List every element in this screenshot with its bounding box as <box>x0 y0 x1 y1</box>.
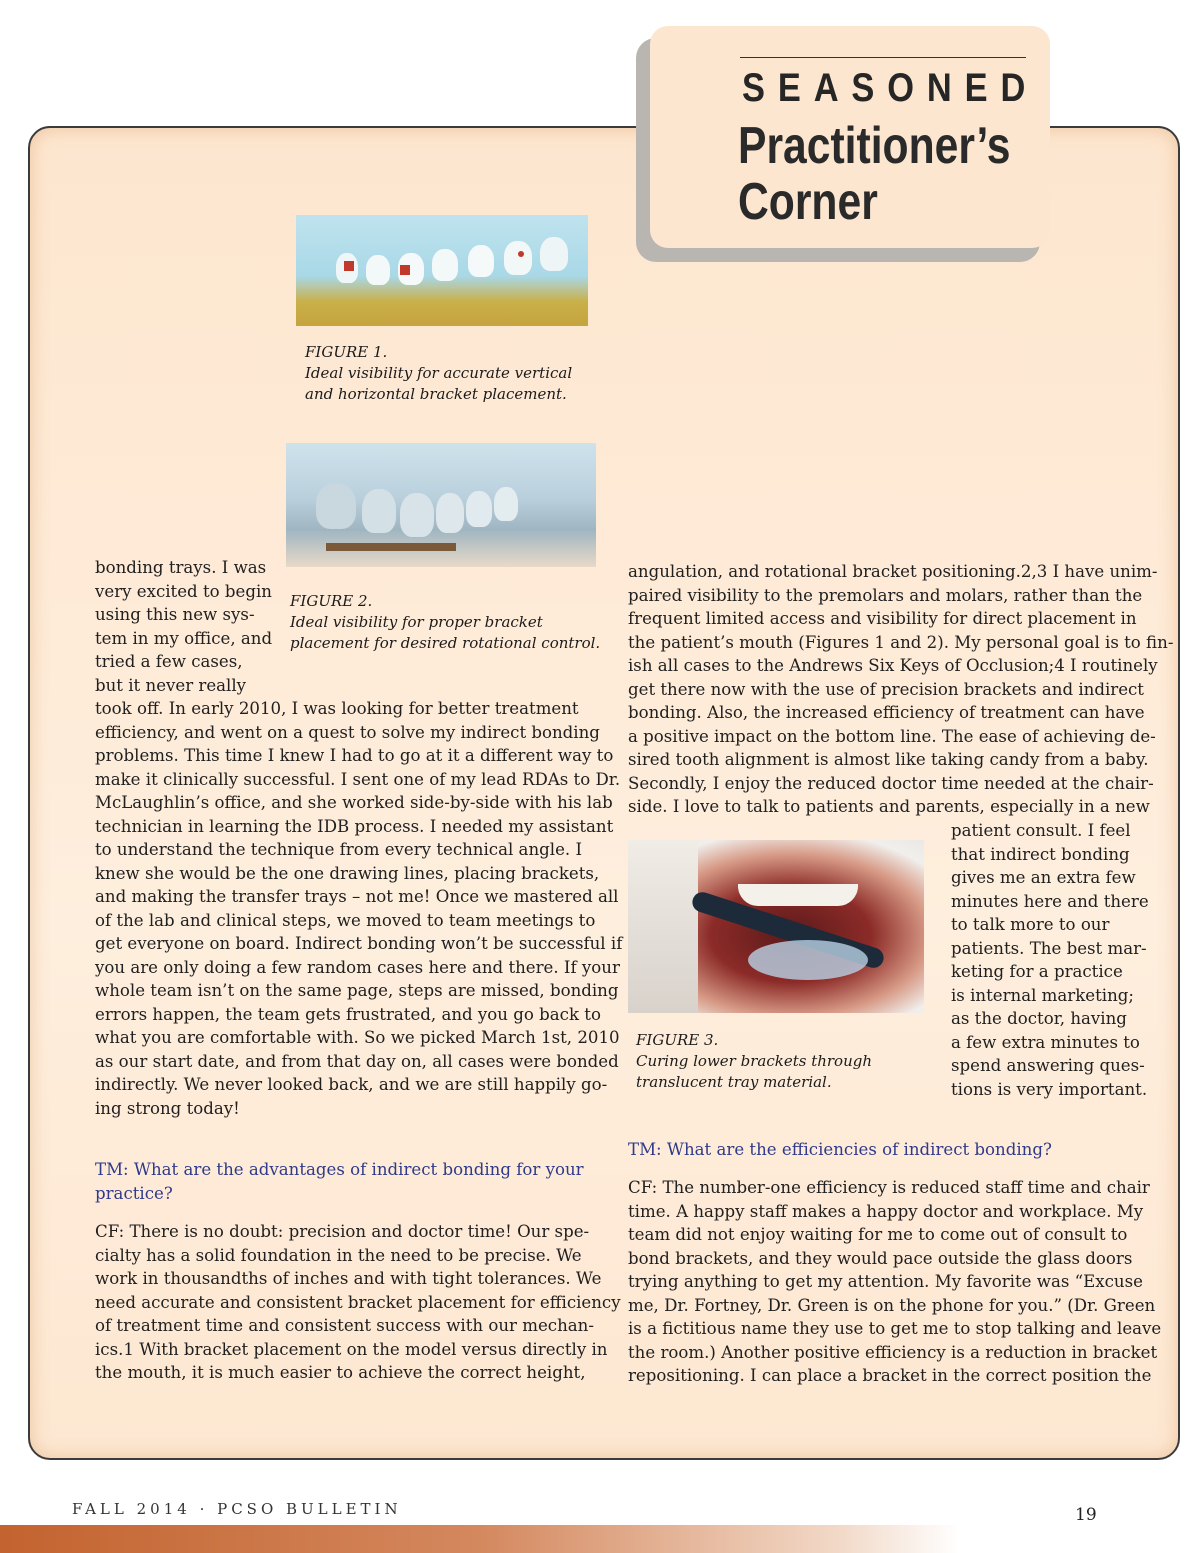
text-line: indirectly. We never looked back, and we are still happily go- <box>95 1075 608 1094</box>
text-line: a positive impact on the bottom line. The ease of achieving de- <box>628 726 1156 746</box>
text-line: efficiency, and went on a quest to solve my indirect bonding <box>95 722 600 742</box>
text-line: cialty has a solid foundation in the need to be precise. We <box>95 1245 582 1265</box>
text-line: ics.1 With bracket placement on the model versus directly in <box>95 1339 608 1359</box>
text-line: time. A happy staff makes a happy doctor and workplace. My <box>628 1201 1144 1221</box>
text-line: get there now with the use of precision brackets and indirect <box>628 679 1144 699</box>
text-line: tem in my office, and <box>95 628 273 648</box>
figure-1-label: FIGURE 1. <box>305 343 388 361</box>
section-title <box>738 118 1011 230</box>
text-line: spend answering ques- <box>951 1056 1145 1075</box>
text-line: side. I love to talk to patients and parents, especially in a new <box>628 797 1150 816</box>
text-line: took off. In early 2010, I was looking for better treatment <box>95 699 579 718</box>
text-line: Secondly, I enjoy the reduced doctor time needed at the chair- <box>628 773 1154 793</box>
text-line: McLaughlin’s office, and she worked side-by-side with his lab <box>95 793 613 812</box>
text-line: what you are comfortable with. So we picked March 1st, 2010 <box>95 1028 620 1047</box>
text-line: the room.) Another positive efficiency is a reduction in bracket <box>628 1342 1158 1362</box>
figure-2-caption-line: placement for desired rotational control. <box>290 634 601 652</box>
text-line: you are only doing a few random cases here and there. If your <box>95 957 620 977</box>
figure-1-caption <box>305 342 572 405</box>
text-line: keting for a practice <box>951 962 1123 981</box>
text-line: angulation, and rotational bracket positioning.2,3 I have unim- <box>628 562 1158 581</box>
text-line: get everyone on board. Indirect bonding won’t be successful if <box>95 934 623 953</box>
right-question <box>628 1138 1052 1162</box>
question-line: practice? <box>95 1183 173 1203</box>
page-number: 19 <box>1075 1505 1097 1525</box>
figure-3-image <box>628 840 924 1013</box>
footer-publication: FALL 2014 · PCSO BULLETIN <box>72 1500 402 1518</box>
text-line: trying anything to get my attention. My favorite was “Excuse <box>628 1272 1143 1291</box>
figure-2-caption <box>290 591 600 654</box>
text-line: errors happen, the team gets frustrated, and you go back to <box>95 1004 601 1024</box>
text-line: ing strong today! <box>95 1098 240 1118</box>
text-line: using this new sys- <box>95 605 255 624</box>
text-line: is a fictitious name they use to get me to stop talking and leave <box>628 1319 1162 1338</box>
text-line: repositioning. I can place a bracket in the correct position the <box>628 1366 1152 1385</box>
question-line: TM: What are the advantages of indirect bonding for your <box>95 1160 584 1179</box>
text-line: that indirect bonding <box>951 844 1130 864</box>
header-rule <box>740 57 1026 58</box>
text-line: the mouth, it is much easier to achieve the correct height, <box>95 1363 586 1382</box>
figure-2-image <box>286 443 596 567</box>
right-answer <box>628 1176 1161 1388</box>
left-answer <box>95 1220 621 1385</box>
text-line: problems. This time I knew I had to go at it a different way to <box>95 746 614 765</box>
text-line: frequent limited access and visibility for direct placement in <box>628 609 1137 628</box>
text-line: make it clinically successful. I sent one of my lead RDAs to Dr. <box>95 769 621 789</box>
text-line: patients. The best mar- <box>951 938 1147 958</box>
text-line: but it never really <box>95 675 247 695</box>
text-line: knew she would be the one drawing lines, placing brackets, <box>95 863 600 883</box>
text-line: is internal marketing; <box>951 985 1134 1005</box>
footer-bar <box>0 1525 1200 1553</box>
figure-1-image <box>296 215 588 326</box>
text-line: bonding. Also, the increased efficiency of treatment can have <box>628 703 1145 722</box>
text-line: gives me an extra few <box>951 868 1136 887</box>
figure-2-caption-line: Ideal visibility for proper bracket <box>290 613 543 631</box>
text-line: ish all cases to the Andrews Six Keys of Occlusion;4 I routinely <box>628 656 1158 675</box>
text-line: tions is very important. <box>951 1079 1148 1099</box>
text-line: as our start date, and from that day on, all cases were bonded <box>95 1051 619 1071</box>
figure-3-caption-line: translucent tray material. <box>636 1073 832 1091</box>
question-line: TM: What are the efficiencies of indirect bonding? <box>628 1140 1052 1159</box>
figure-3-label: FIGURE 3. <box>636 1031 719 1049</box>
text-line: need accurate and consistent bracket placement for efficiency <box>95 1292 621 1312</box>
section-title-line2: Corner <box>738 173 878 231</box>
section-kicker: SEASONED <box>742 66 1039 110</box>
text-line: sired tooth alignment is almost like taking candy from a baby. <box>628 750 1149 769</box>
text-line: minutes here and there <box>951 891 1149 911</box>
text-line: work in thousandths of inches and with tight tolerances. We <box>95 1269 602 1288</box>
figure-1-caption-line: Ideal visibility for accurate vertical <box>305 364 573 382</box>
text-line: bond brackets, and they would pace outside the glass doors <box>628 1248 1133 1268</box>
text-line: of treatment time and consistent success with our mechan- <box>95 1316 594 1335</box>
text-line: CF: There is no doubt: precision and doctor time! Our spe- <box>95 1222 590 1241</box>
text-line: of the lab and clinical steps, we moved to team meetings to <box>95 910 596 930</box>
text-line: team did not enjoy waiting for me to come out of consult to <box>628 1225 1128 1244</box>
text-line: patient consult. I feel <box>951 821 1131 840</box>
figure-3-caption <box>636 1030 872 1093</box>
section-title-line1: Practitioner’s <box>738 117 1011 175</box>
text-line: the patient’s mouth (Figures 1 and 2). My personal goal is to fin- <box>628 632 1174 652</box>
figure-1-caption-line: and horizontal bracket placement. <box>305 385 567 403</box>
left-column-body <box>95 697 622 1120</box>
text-line: tried a few cases, <box>95 652 243 671</box>
right-column-wrap-text <box>951 819 1149 1101</box>
left-column-wrap-text <box>95 556 272 697</box>
text-line: bonding trays. I was <box>95 558 267 577</box>
text-line: very excited to begin <box>95 581 272 601</box>
text-line: technician in learning the IDB process. I needed my assistant <box>95 816 614 836</box>
left-question <box>95 1158 584 1205</box>
text-line: paired visibility to the premolars and molars, rather than the <box>628 585 1143 605</box>
figure-3-caption-line: Curing lower brackets through <box>636 1052 873 1070</box>
text-line: as the doctor, having <box>951 1009 1127 1028</box>
text-line: a few extra minutes to <box>951 1032 1140 1052</box>
figure-2-label: FIGURE 2. <box>290 592 373 610</box>
text-line: to understand the technique from every technical angle. I <box>95 840 582 859</box>
text-line: me, Dr. Fortney, Dr. Green is on the phone for you.” (Dr. Green <box>628 1295 1156 1315</box>
text-line: CF: The number-one efficiency is reduced staff time and chair <box>628 1178 1150 1197</box>
text-line: whole team isn’t on the same page, steps are missed, bonding <box>95 981 619 1000</box>
right-column-body <box>628 560 1173 819</box>
text-line: to talk more to our <box>951 915 1110 934</box>
text-line: and making the transfer trays – not me! Once we mastered all <box>95 887 619 906</box>
